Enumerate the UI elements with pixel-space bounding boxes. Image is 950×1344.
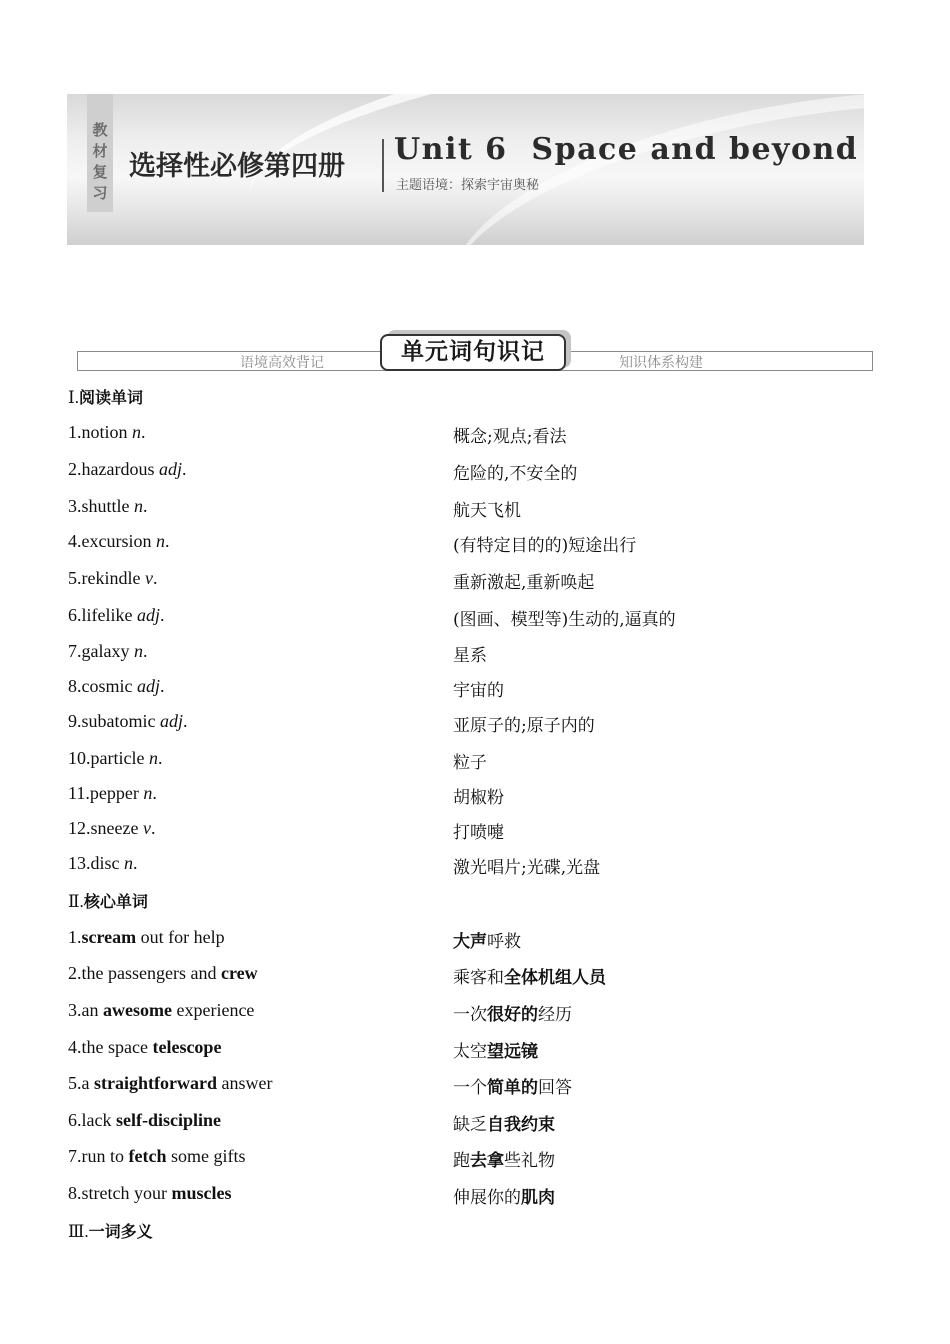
reading-words-heading: Ⅰ.阅读单词 [68, 388, 143, 407]
core-word-row: 8.stretch your muscles 伸展你的肌肉 [68, 1183, 555, 1208]
reading-word-row: 5.rekindle v. 重新激起,重新唤起 [68, 568, 595, 593]
section-right-subtitle: 知识体系构建 [619, 355, 703, 371]
reading-word-row: 12.sneeze v. 打喷嚏 [68, 818, 504, 843]
core-word-row: 3.an awesome experience 一次很好的经历 [68, 1000, 572, 1025]
reading-word-row: 11.pepper n. 胡椒粉 [68, 783, 504, 808]
unit-banner [67, 94, 864, 245]
reading-word-row: 10.particle n. 粒子 [68, 748, 487, 773]
title-divider [382, 139, 384, 192]
core-word-row: 2.the passengers and crew 乘客和全体机组人员 [68, 963, 606, 988]
reading-word-row: 13.disc n. 激光唱片;光碟,光盘 [68, 853, 601, 878]
reading-word-row: 2.hazardous adj. 危险的,不安全的 [68, 459, 578, 484]
core-word-row: 6.lack self-discipline 缺乏自我约束 [68, 1110, 555, 1135]
book-title: 选择性必修第四册 [129, 151, 345, 182]
core-word-row: 4.the space telescope 太空望远镜 [68, 1037, 538, 1062]
reading-word-row: 3.shuttle n. 航天飞机 [68, 496, 521, 521]
textbook-review-tag: 教材复习 [87, 94, 113, 212]
unit-title: Unit 6 Space and beyond [394, 132, 859, 167]
core-word-row: 5.a straightforward answer 一个简单的回答 [68, 1073, 572, 1098]
reading-word-row: 6.lifelike adj. (图画、模型等)生动的,逼真的 [68, 605, 676, 630]
core-word-row: 1.scream out for help 大声呼救 [68, 927, 521, 952]
core-word-row: 7.run to fetch some gifts 跑去拿些礼物 [68, 1146, 555, 1171]
reading-word-row: 4.excursion n. (有特定目的的)短途出行 [68, 531, 637, 556]
reading-word-row: 1.notion n. 概念;观点;看法 [68, 422, 567, 447]
polysemy-heading: Ⅲ.一词多义 [68, 1222, 153, 1241]
reading-word-row: 9.subatomic adj. 亚原子的;原子内的 [68, 711, 595, 736]
core-words-heading: Ⅱ.核心单词 [68, 892, 148, 911]
section-left-subtitle: 语境高效背记 [240, 355, 324, 371]
reading-word-row: 8.cosmic adj. 宇宙的 [68, 676, 504, 701]
section-title: 单元词句识记 [380, 334, 566, 371]
reading-word-row: 7.galaxy n. 星系 [68, 641, 487, 666]
theme-context: 主题语境：探索宇宙奥秘 [396, 178, 540, 193]
